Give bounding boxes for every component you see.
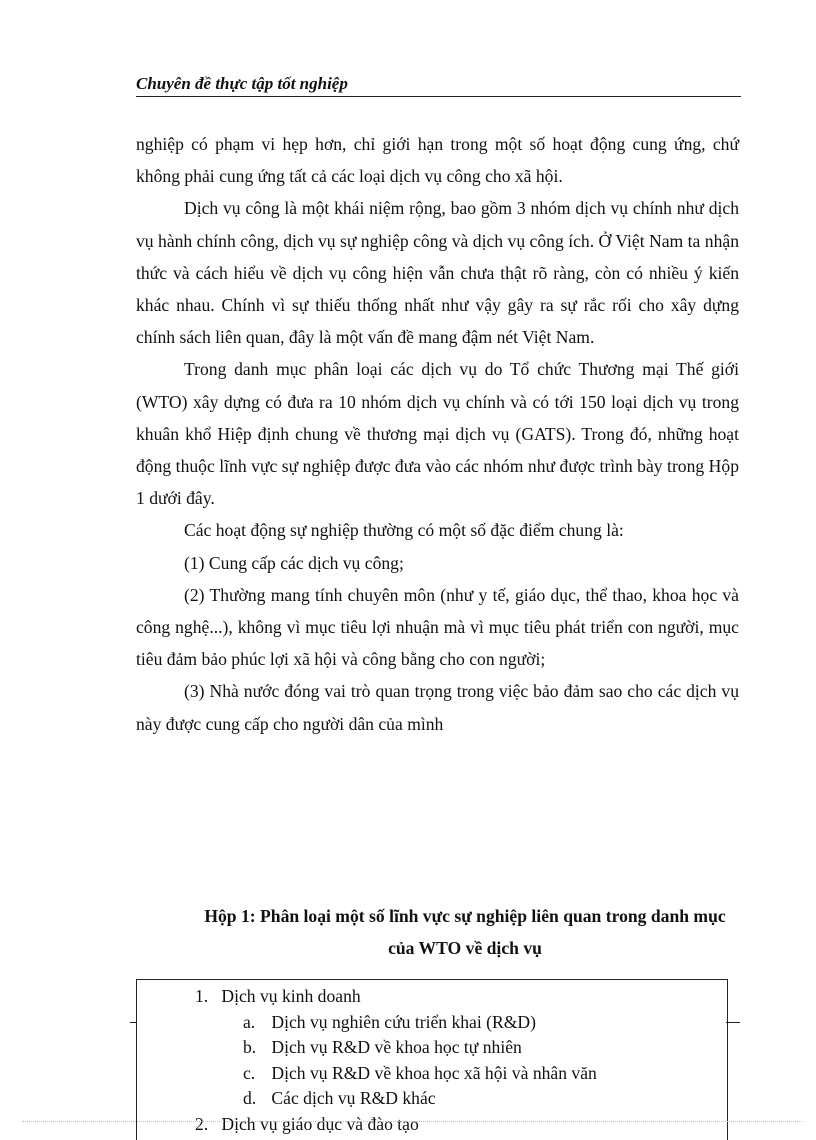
characteristic-item-1: (1) Cung cấp các dịch vụ công; — [184, 552, 404, 573]
subitem-label: Các dịch vụ R&D khác — [271, 1088, 436, 1109]
page-header — [136, 74, 741, 97]
page-bottom-dotted-line — [22, 1121, 802, 1122]
paragraph-continuation: nghiệp có phạm vi hẹp hơn, chỉ giới hạn trong một số hoạt động cung ứng, chứ không phải cung ứng tất cả các loại dịch vụ công cho xã hội. — [136, 134, 739, 187]
subitem-label: Dịch vụ nghiên cứu triển khai (R&D) — [271, 1011, 536, 1032]
header-title: Chuyên đề thực tập tốt nghiệp — [136, 74, 348, 93]
subitem-letter: c. — [243, 1062, 256, 1083]
box-sublist — [195, 1010, 727, 1112]
subitem-letter: a. — [243, 1011, 256, 1032]
paragraph-public-service: Dịch vụ công là một khái niệm rộng, bao gồm 3 nhóm dịch vụ chính như dịch vụ hành chính công, dịch vụ sự nghiệp công và dịch vụ công ích. Ở Việt Nam ta nhận thức và cách hiểu về dịch vụ công hiện vẫn chưa thật rõ ràng, còn có nhiều ý kiến khác nhau. Chính vì sự thiếu thống nhất như vậy gây ra sự rắc rối cho xây dựng chính sách liên quan, đây là một vấn đề mang đậm nét Việt Nam. — [136, 198, 739, 348]
subitem-label: Dịch vụ R&D về khoa học xã hội và nhân văn — [271, 1062, 597, 1083]
paragraph-characteristics-intro: Các hoạt động sự nghiệp thường có một số đặc điểm chung là: — [184, 520, 624, 541]
item-label: Dịch vụ giáo dục và đào tạo — [221, 1113, 419, 1134]
subitem-letter: d. — [243, 1088, 257, 1109]
box-title: Hộp 1: Phân loại một số lĩnh vực sự nghiệp liên quan trong danh mục của WTO về dịch vụ — [204, 906, 726, 958]
item-number: 1. — [195, 986, 209, 1006]
item-label: Dịch vụ kinh doanh — [221, 986, 361, 1006]
subitem-letter: b. — [243, 1037, 257, 1058]
subitem-label: Dịch vụ R&D về khoa học tự nhiên — [271, 1037, 522, 1058]
box-list-item — [195, 984, 727, 1112]
item-number: 2. — [195, 1113, 209, 1134]
box-right-rule — [726, 1022, 740, 1023]
box-subitem — [243, 1086, 727, 1112]
box-subitem — [243, 1061, 727, 1087]
characteristic-item-3: (3) Nhà nước đóng vai trò quan trọng trong việc bảo đảm sao cho các dịch vụ này được cung cấp cho người dân của mình — [136, 681, 739, 734]
document-body — [136, 128, 739, 740]
paragraph-wto: Trong danh mục phân loại các dịch vụ do Tổ chức Thương mại Thế giới (WTO) xây dựng có đưa ra 10 nhóm dịch vụ chính và có tới 150 loại dịch vụ trong khuân khổ Hiệp định chung về thương mại dịch vụ (GATS). Trong đó, những hoạt động thuộc lĩnh vực sự nghiệp được đưa vào các nhóm như được trình bày trong Hộp 1 dưới đây. — [136, 359, 739, 509]
box-subitem — [243, 1010, 727, 1036]
box-list — [137, 984, 727, 1138]
box-1 — [136, 979, 728, 1140]
box-list-item — [195, 1112, 727, 1138]
box-subitem — [243, 1035, 727, 1061]
characteristic-item-2: (2) Thường mang tính chuyên môn (như y tế, giáo dục, thể thao, khoa học và công nghệ...), không vì mục tiêu lợi nhuận mà vì mục tiêu phát triển con người, mục tiêu đảm bảo phúc lợi xã hội và công bằng cho con người; — [136, 584, 739, 670]
